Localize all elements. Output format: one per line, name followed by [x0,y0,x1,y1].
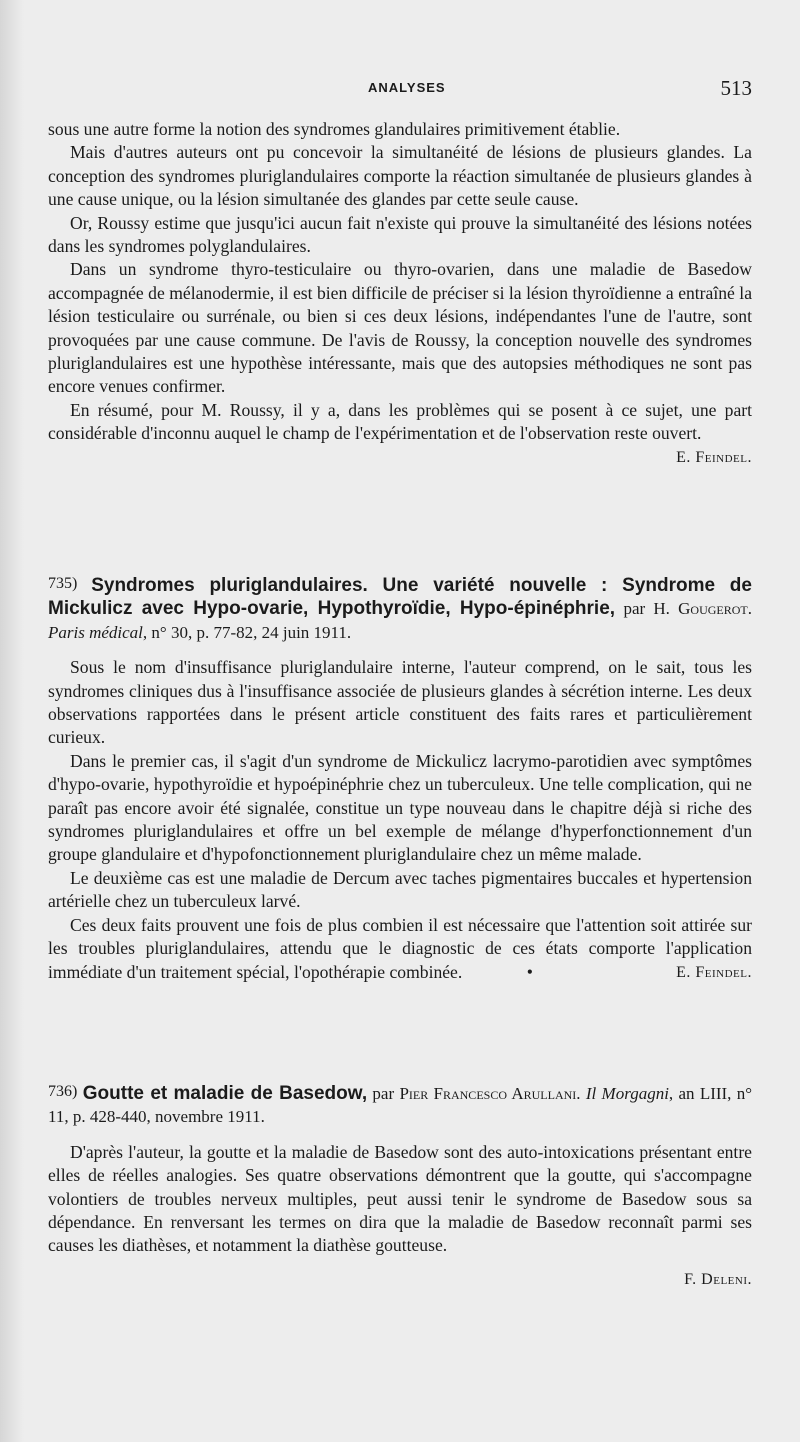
entry-biblio-rest: , n° 30, p. 77-82, 24 juin 1911. [142,622,352,642]
paragraph: Dans un syndrome thyro-testiculaire ou thyro-ovarien, dans une maladie de Basedow accompagnée de mélanodermie, il est bien difficile de préciser si la lésion thyroïdienne a entraîné la lésion testiculaire ou surrénale, ou bien si ces deux lésions, indépendantes l'une de l'autre, sont provoquées par une cause commune. De l'avis de Roussy, la conception nouvelle des syndromes pluriglandulaires est une hypothèse intéressante, mais que des autopsies méthodiques ne sont pas encore venues confirmer. [48,259,752,397]
paragraph-text: Ces deux faits prouvent une fois de plus combien il est nécessaire que l'attention soit attirée sur les troubles pluriglandulaires, attendu que le diagnostic de ces états comporte l'application immédiate d'un traitement spécial, l'opothérapie combinée. [48,914,752,982]
page-number: 513 [720,76,752,100]
paragraph [48,399,752,466]
signature: F. Deleni. [684,1270,752,1288]
entry-biblio-prefix: par [367,1084,400,1103]
paragraph: Mais d'autres auteurs ont pu concevoir la simultanéité de lésions de plusieurs glandes. La conception des syndromes pluriglandulaires comporte la réaction simultanée de plusieurs glandes à une cause unique, ou la lésion simultanée des glandes par cette seule cause. [48,142,752,210]
page-binding-shadow [0,0,24,1442]
entry-author: Gougerot [678,599,748,619]
paragraph: D'après l'auteur, la goutte et la maladie de Basedow sont des auto-intoxications présentant entre elles de réelles analogies. Ses quatre observations démontrent que la goutte, qui s'accompagne volontiers de troubles nerveux multiples, peut aussi tenir le syndrome de Basedow sous sa dépendance. En renversant les termes on dira que la maladie de Basedow reconnaît parmi ses causes les diathèses, et notamment la diathèse goutteuse. [48,1141,752,1256]
entry-biblio-sep: . [576,1084,586,1103]
paragraph: Sous le nom d'insuffisance pluriglandulaire interne, l'auteur comprend, on le sait, tous les syndromes cliniques dus à l'insuffisance associée de plusieurs glandes à sécrétion interne. Les deux observations rapportées dans le présent article constituent des faits rares et particulièrement curieux. [48,657,752,748]
paragraph: sous une autre forme la notion des syndromes glandulaires primitivement établie. [48,119,621,139]
running-title: ANALYSES [368,80,446,95]
entry-biblio-rest: , an LIII, n° 11, p. 428-440, novembre 1911. [48,1084,753,1127]
entry-heading [48,572,752,644]
entry-journal: Il Morgagni [585,1084,669,1103]
entry-735 [48,572,752,984]
entry-biblio-prefix: par H. [623,599,679,619]
signature: E. Feindel. [676,963,752,981]
page-header [0,78,800,102]
signature: E. Feindel. [676,448,752,466]
entry-number: 735) [48,575,78,592]
entry-biblio-sep: . [747,599,753,619]
paragraph-text: En résumé, pour M. Roussy, il y a, dans les problèmes qui se posent à ce sujet, une part considérable d'inconnu auquel le champ de l'expérimentation et de l'observation reste ouvert. [48,399,752,444]
bullet-mark: • [526,961,533,982]
entry-number: 736) [48,1083,78,1100]
entry-journal: Paris médical [48,622,143,642]
paragraph: Or, Roussy estime que jusqu'ici aucun fait n'existe qui prouve la simultanéité des lésions notées dans les syndromes polyglandulaires. [48,212,752,257]
entry-736 [48,1080,752,1291]
entry-heading [48,1080,752,1129]
entry-title: Syndromes pluriglandulaires. Une variété nouvelle : Syndrome de Mickulicz avec Hypo-ovarie, Hypothyroïdie, Hypo-épinéphrie, [48,575,752,620]
paragraph [48,914,752,984]
entry-author: Pier Francesco Arullani [399,1084,577,1103]
paragraph: Dans le premier cas, il s'agit d'un syndrome de Mickulicz lacrymo-parotidien avec symptômes d'hypo-ovarie, hypothyroïdie et hypoépinéphrie chez un tuberculeux. Une telle complication, qui ne paraît pas encore avoir été signalée, constitue un type nouveau dans le chapitre déjà si riche des syndromes pluriglandulaires et offre un bel exemple de mélange d'hyperfonctionnement d'un groupe glandulaire et d'hypofonctionnement pluriglandulaire chez un même malade. [48,750,752,865]
entry-title: Goutte et maladie de Basedow, [82,1083,368,1104]
paragraph: Le deuxième cas est une maladie de Dercum avec taches pigmentaires buccales et hypertension artérielle chez un tuberculeux larvé. [48,867,752,912]
entry-734-continuation [48,118,752,469]
